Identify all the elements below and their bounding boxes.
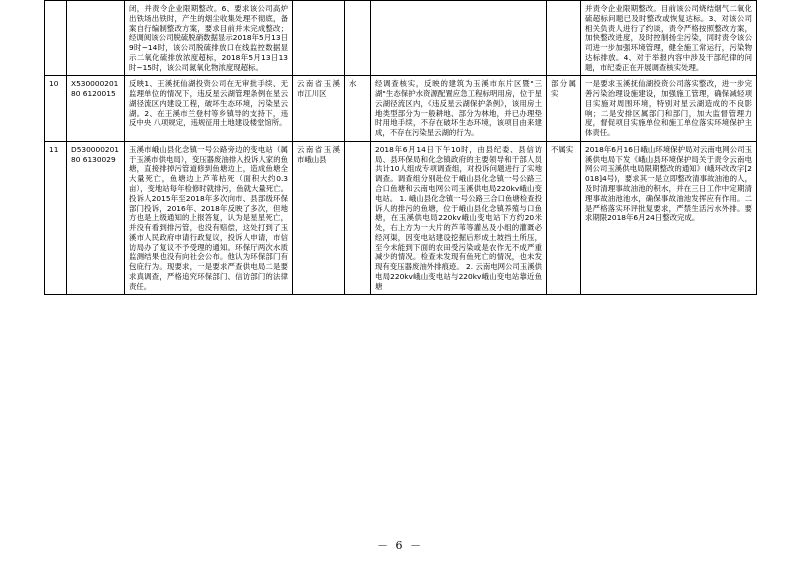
row-case-code [67, 1, 125, 76]
row-pollution-type [345, 141, 371, 294]
table-row [45, 1, 757, 76]
row-region: 云南省玉溪市峨山县 [293, 141, 345, 294]
row-case-code: X53000020180 6120015 [67, 76, 125, 142]
row-handling: 并责令企业限期整改。目前该公司烧结烟气二氧化硫超标问题已及时整改或恢复达标。3、对该公司相关负责人进行了约谈，责令严格按照整改方案，加快整改进度，及时控制扬尘污染，同时责令该公司进一步加强环境管理，健全施工常运行，污染物达标排放。4、对于举报内容中涉及干部纪律的问题，市纪委正在开展调查核实处理。 [581, 1, 757, 76]
row-pollution-type [345, 1, 371, 76]
page-number: － 6 － [377, 539, 423, 552]
row-handling: 2018年6月16日峨山环境保护局对云南电网公司玉溪供电局下发《峨山县环境保护局关于责令云南电网公司玉溪供电局限期整改的通知》(峨环改改字[2018]4号)，要求其一是立即整改清事故油池的人，及时清理事故油池的积水，并在三日工作中定期清理事故油池池水，确保事故油池发挥应有作用。二是严格落实环评批复要求，严禁生活污水外排。要求期限2018年6月24日整改完成。 [581, 141, 757, 294]
row-complaint-content: 闭，并责令企业限期整改。6、要求该公司高炉出铁场出铁时，产生的烟尘收集处理不彻底，备案自行编制整改方案，要求目前并未完成整改；经调阅该公司脱硫脱硝数据显示2018年5月13日9时~14时，该公司脱硫排放口在线监控数据显示二氧化硫排放浓度超标，2018年5月13日13时~15时，该公司氮氧化物浓度现超标。 [125, 1, 293, 76]
row-investigation: 经调查核实，反映的建筑为玉溪市东片区暨"三湖"生态保护水资源配置应急工程标明用房，位于星云湖径流区内，《违反星云湖保护条例》，该用房土地类型部分为一般耕地、部分为林地，并已办理垫时用地手续，不存在破坏生态环境，该项目由来建成，不存在污染星云湖的行为。 [371, 76, 547, 142]
row-complaint-content: 玉溪市峨山县化念镇一号公路旁边的变电站（属于玉溪市供电局），变压器废油排入投诉人家的鱼塘，直接排掉污管道修到鱼塘边上，造成鱼塘全大量死亡，鱼塘边上芦苇枯死（面积大约0.3亩），变地站每年检修时就排污，鱼就大量死亡。投诉人2015年至2018年多次向市、县部级环保部门投诉，2016年、2018年反映了多次，但地方也是上级通知的上报答复，认为是星星死亡，并没有看到排污管，也没有赔偿，这处打到了玉溪市人民政府申请行政复议，投诉人申请，市信访局办了复议不予受理的通知。环保厅两次水质监测结果也没有向社会公布。他认为环保部门有包庇行为。现要求，一是要求严查供电局二是要求真调查，严格追究环保部门、信访部门的法律责任。 [125, 141, 293, 294]
table-row [45, 141, 757, 294]
inspection-report-table [44, 0, 757, 295]
row-truth-status [547, 1, 581, 76]
row-complaint-content: 反映1、王溪抚仙湖投资公司在无审批手续、无监理单位的情况下，违反星云湖管理条例在星云湖径流区内建设工程，破坏生态环境，污染星云湖。2、在王溪市兰登村等乡镇导的支持下，违反中央 八项规定，违规征用土地建设楼堂馆所。 [125, 76, 293, 142]
row-pollution-type: 水 [345, 76, 371, 142]
row-number: 10 [45, 76, 67, 142]
row-region [293, 1, 345, 76]
row-number [45, 1, 67, 76]
row-investigation: 2018年6月14日下午10时，由县纪委、县信访局、县环保局和化念镇政府的主要领导和干部人员共计10人组成专项调查组，对投诉问题进行了实地调查。调查组分别赴位于峨山县化念镇一号公路三合口鱼塘和云南电网公司玉溪供电局220kv峨山变电站。 1. 峨山县化念镇一号公路三合口鱼塘检查投诉人的排污的鱼塘，位于峨山县化念镇养殖与口鱼塘，在玉溪供电局220kv峨山变电站下方约20米处，右上方为一大片的芦苇等灌丛及小组的灌溉必经河渠，因变电站建设挖掘后形成土坡挡土所压，至今未能到下面的农田受污染或是农作无不成严重减少的情况。检查未发现有鱼死亡的情况，也未发现有变压器废油外排痕迹。 2. 云南电网公司玉溪供电局220kv峨山变电站与220kv峨山变电站靠近鱼塘 [371, 141, 547, 294]
row-region: 云南省玉溪市江川区 [293, 76, 345, 142]
table-row [45, 76, 757, 142]
row-number: 11 [45, 141, 67, 294]
row-truth-status: 部分属实 [547, 76, 581, 142]
row-truth-status: 不属实 [547, 141, 581, 294]
row-handling: 一是要求玉溪抚仙湖投资公司落实整改，进一步完善污染治理设施建设，加强施工管理，确保减轻项目实施对周围环境，特别对星云湖造成的不良影响；二是安排区属部门和部门，加大监督管理力度，督促项目实施单位和施工单位落实环境保护主体责任。 [581, 76, 757, 142]
row-investigation [371, 1, 547, 76]
row-case-code: D53000020180 6130029 [67, 141, 125, 294]
